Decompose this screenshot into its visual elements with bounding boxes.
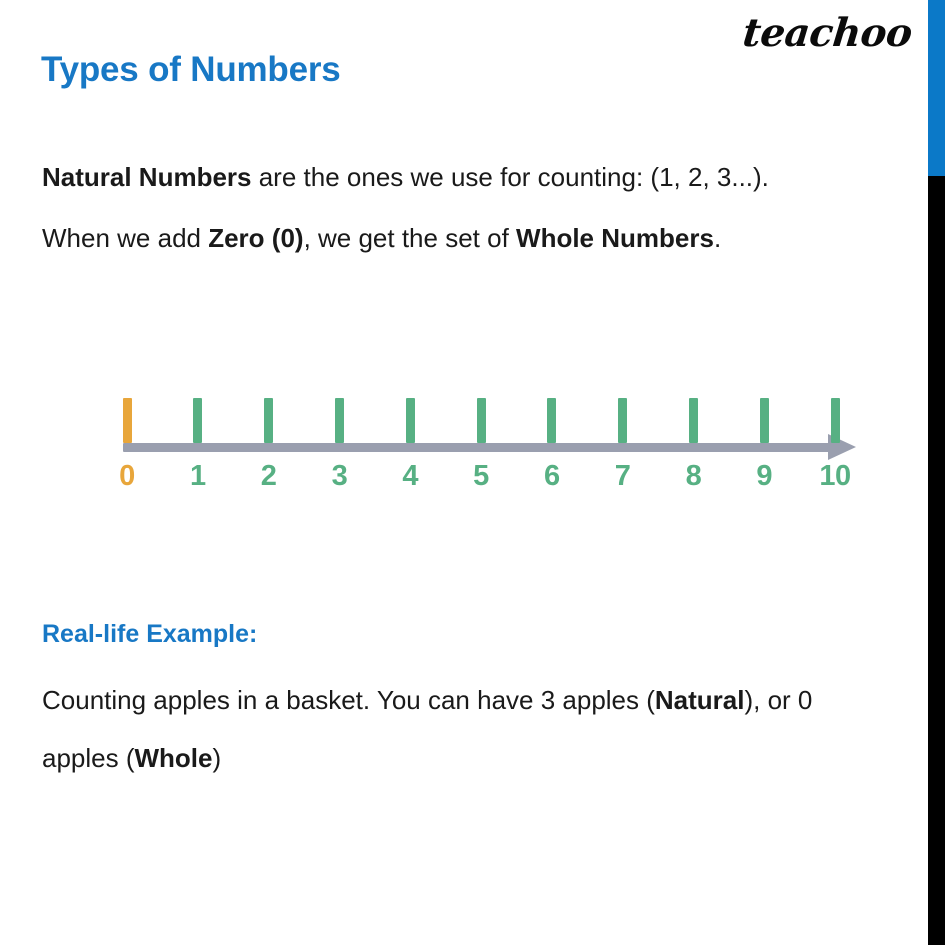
whole-numbers-middle: , we get the set of <box>303 223 517 253</box>
tick-mark-icon <box>831 398 840 443</box>
page-title: Types of Numbers <box>41 50 341 89</box>
example-text-line-1 <box>42 684 812 717</box>
tick-label: 4 <box>402 460 418 492</box>
tick-mark-icon <box>760 398 769 443</box>
tick-mark-icon <box>406 398 415 443</box>
number-line-figure <box>0 380 928 510</box>
tick-mark-icon <box>689 398 698 443</box>
whole-numbers-term: Whole Numbers <box>516 223 714 253</box>
number-line-tick-10 <box>800 380 870 491</box>
number-line-tick-6 <box>517 380 587 491</box>
tick-label: 1 <box>189 460 206 492</box>
number-line-tick-0 <box>92 380 162 491</box>
whole-numbers-prefix: When we add <box>42 223 209 253</box>
number-line-tick-3 <box>304 380 374 491</box>
tick-label: 8 <box>685 460 702 492</box>
whole-numbers-suffix: . <box>713 223 722 253</box>
rail-blue-segment <box>928 0 945 176</box>
number-line-tick-2 <box>234 380 304 491</box>
example-line2-prefix: apples ( <box>42 743 135 773</box>
tick-label: 6 <box>543 460 560 492</box>
tick-mark-icon <box>477 398 486 443</box>
tick-mark-icon <box>618 398 627 443</box>
tick-label: 2 <box>260 460 277 492</box>
tick-label: 3 <box>331 460 348 492</box>
tick-mark-icon <box>193 398 202 443</box>
teachoo-logo: teachoo <box>740 10 915 56</box>
right-edge-rail <box>928 0 945 945</box>
tick-label: 10 <box>819 460 851 492</box>
number-line-tick-4 <box>375 380 445 491</box>
number-line-tick-9 <box>729 380 799 491</box>
example-line2-suffix: ) <box>212 743 222 773</box>
example-line1-suffix: ), or 0 <box>744 685 813 715</box>
number-line-tick-7 <box>588 380 658 491</box>
tick-label: 9 <box>756 460 772 492</box>
number-line-tick-8 <box>658 380 728 491</box>
zero-term: Zero (0) <box>208 223 304 253</box>
example-heading: Real-life Example: <box>42 620 258 648</box>
example-line1-prefix: Counting apples in a basket. You can have 3 apples ( <box>42 685 655 715</box>
paragraph-natural-numbers <box>42 161 769 194</box>
tick-mark-icon <box>123 398 132 443</box>
natural-numbers-term: Natural Numbers <box>42 162 252 192</box>
example-natural-term: Natural <box>654 685 745 715</box>
tick-mark-icon <box>264 398 273 443</box>
tick-mark-icon <box>547 398 556 443</box>
tick-mark-icon <box>335 398 344 443</box>
example-text-line-2 <box>42 742 221 775</box>
natural-numbers-description: are the ones we use for counting: (1, 2, 3...). <box>251 162 769 192</box>
paragraph-whole-numbers <box>42 222 721 255</box>
number-line-tick-1 <box>163 380 233 491</box>
tick-label: 7 <box>614 460 631 492</box>
tick-label: 5 <box>473 460 489 492</box>
tick-label: 0 <box>119 460 135 492</box>
rail-black-segment <box>928 176 945 945</box>
number-line-tick-5 <box>446 380 516 491</box>
example-whole-term: Whole <box>134 743 213 773</box>
